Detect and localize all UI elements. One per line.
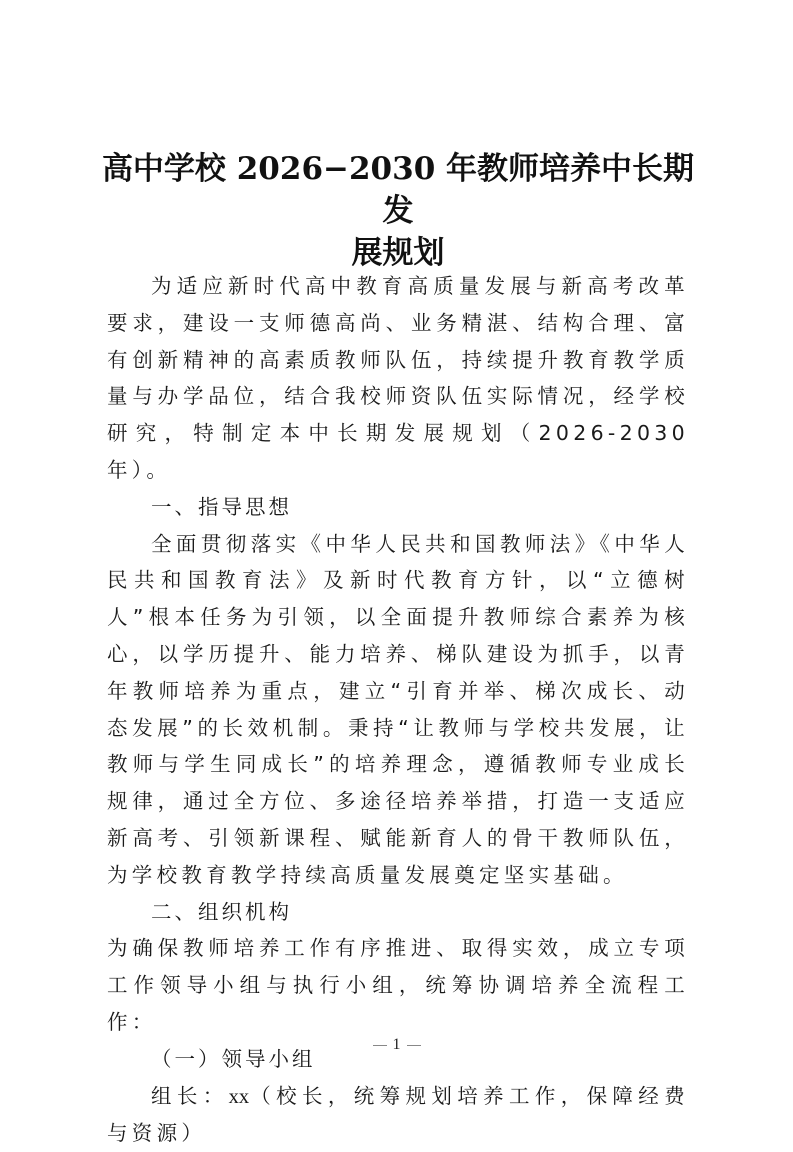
- leader-desc: （校长，统筹规划培养工作，保障经费与资源）: [107, 1083, 689, 1146]
- page-footer: [0, 1036, 793, 1054]
- footer-dash-right: [407, 1045, 421, 1046]
- footer-dash-left: [373, 1045, 387, 1046]
- title-line-1: 高中学校 2026−2030 年教师培养中长期发: [101, 151, 695, 229]
- section-paragraph: 全面贯彻落实《中华人民共和国教师法》《中华人民共和国教育法》及新时代教育方针，以“立德树人”根本任务为引领，以全面提升教师综合素养为核心，以学历提升、能力培养、梯队建设为抓手，以青年教师培养为重点，建立“引育并举、梯次成长、动态发展”的长效机制。秉持“让教师与学校共发展，让教师与学生同成长”的培养理念，遵循教师专业成长规律，通过全方位、多途径培养举措，打造一支适应新高考、引领新课程、赋能新育人的骨干教师队伍，为学校教育教学持续高质量发展奠定坚实基础。: [107, 531, 689, 887]
- document-title: [100, 148, 696, 274]
- leader-name: xx: [228, 1085, 250, 1108]
- subsection-heading-leading-group: （一）领导小组: [151, 1046, 316, 1071]
- section-heading-guiding-ideology: 一、指导思想: [151, 494, 292, 519]
- intro-paragraph: 为适应新时代高中教育高质量发展与新高考改革要求，建设一支师德高尚、业务精湛、结构合理、富有创新精神的高素质教师队伍，持续提升教育教学质量与办学品位，结合我校师资队伍实际情况，经学校研究，特制定本中长期发展规划（2026-2030 年）。: [107, 274, 689, 482]
- leader-item: [107, 1078, 689, 1152]
- document-body: [107, 268, 689, 1152]
- leader-label: 组长：: [151, 1083, 229, 1108]
- section-heading-organization: 二、组织机构: [151, 899, 292, 924]
- title-line-2: 展规划: [351, 235, 445, 271]
- page-number: 1: [392, 1036, 401, 1053]
- section-paragraph: 为确保教师培养工作有序推进、取得实效，成立专项工作领导小组与执行小组，统筹协调培养全流程工作：: [107, 936, 689, 1034]
